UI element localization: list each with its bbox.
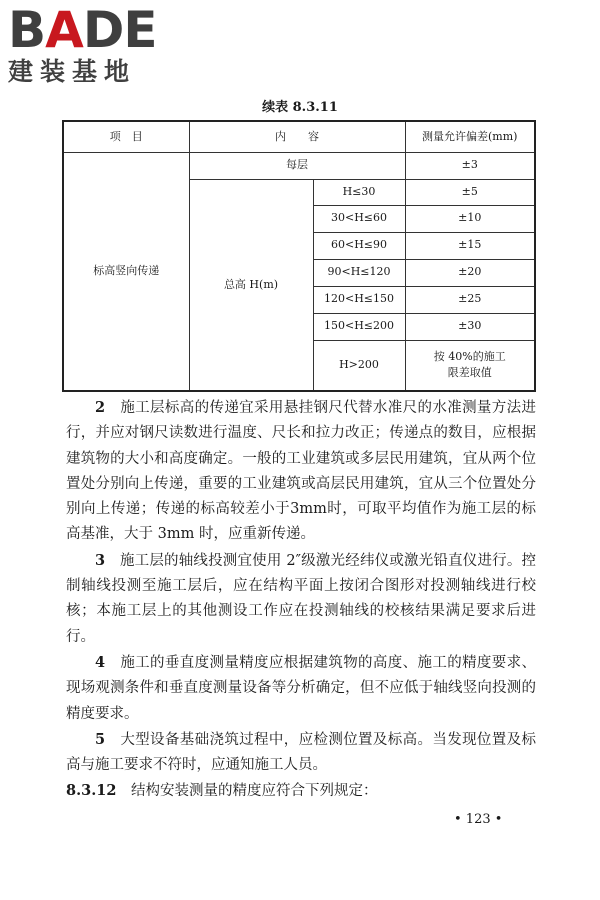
logo-subtitle: 建装基地 [8, 57, 137, 86]
body-text [66, 395, 536, 805]
per-floor-label: 每层 [189, 152, 405, 179]
paragraph-number: 4 [95, 653, 106, 671]
logo-wordmark: BADE [8, 1, 157, 59]
table-header-row [63, 121, 535, 152]
clause-heading [66, 778, 536, 804]
paragraph-number: 3 [95, 551, 106, 569]
paragraph-text: 施工层的轴线投测宜使用 2″级激光经纬仪或激光铅直仪进行。控制轴线投测至施工层后，应在结构平面上按闭合图形对投测轴线进行校核；本施工层上的其他测设工作应在投测轴线的校核结果满足要求后进行。 [66, 552, 537, 645]
paragraph [66, 395, 536, 548]
range-cell: 90<H≤120 [313, 259, 405, 286]
header-item: 项 目 [63, 121, 189, 152]
table-title: 续表 8.3.11 [262, 100, 338, 115]
paragraph-number: 5 [95, 730, 106, 748]
range-cell: H≤30 [313, 179, 405, 205]
paragraph-text: 施工的垂直度测量精度应根据建筑物的高度、施工的精度要求、现场观测条件和垂直度测量设备等分析确定，但不应低于轴线竖向投测的精度要求。 [66, 654, 536, 722]
tolerance-line-1: 按 40%的施工 [433, 349, 506, 363]
tolerance-line-2: 限差取值 [447, 366, 492, 380]
tolerance-cell: ±5 [405, 179, 535, 205]
paragraph [66, 650, 536, 727]
paragraph [66, 727, 536, 779]
range-cell: 150<H≤200 [313, 313, 405, 340]
range-cell: 30<H≤60 [313, 205, 405, 232]
page-number: • 123 • [454, 812, 503, 827]
range-cell: 60<H≤90 [313, 232, 405, 259]
tolerance-cell: ±10 [405, 205, 535, 232]
paragraph-text: 大型设备基础浇筑过程中，应检测位置及标高。当发现位置及标高与施工要求不符时，应通知施工人员。 [66, 731, 536, 774]
header-tolerance: 测量允许偏差(mm) [405, 121, 535, 152]
range-cell: H>200 [313, 340, 405, 391]
tolerance-cell [405, 340, 535, 391]
per-floor-value: ±3 [405, 152, 535, 179]
paragraph-number: 2 [95, 399, 106, 416]
paragraph-text: 施工层标高的传递宜采用悬挂钢尺代替水准尺的水准测量方法进行，并应对钢尺读数进行温度、尺长和拉力改正；传递点的数目，应根据建筑物的大小和高度确定。一般的工业建筑或多层民用建筑，宜从两个位置处分别向上传递，重要的工业建筑或高层民用建筑，宜从三个位置处分别向上传递；传递的标高较差小于3mm时，可取平均值作为施工层的标高基准，大于 3mm 时，应重新传递。 [66, 400, 536, 543]
tolerance-cell: ±30 [405, 313, 535, 340]
clause-number: 8.3.12 [66, 782, 117, 800]
total-height-label: 总高 H(m) [189, 179, 313, 391]
paragraph [66, 548, 536, 650]
brand-logo [8, 1, 183, 86]
tolerance-cell: ±25 [405, 286, 535, 313]
row-label: 标高竖向传递 [63, 152, 189, 391]
tolerance-cell: ±15 [405, 232, 535, 259]
tolerance-table [62, 120, 536, 392]
table-row [63, 152, 535, 179]
clause-text: 结构安装测量的精度应符合下列规定： [130, 783, 378, 800]
tolerance-cell: ±20 [405, 259, 535, 286]
range-cell: 120<H≤150 [313, 286, 405, 313]
header-content: 内 容 [189, 121, 405, 152]
